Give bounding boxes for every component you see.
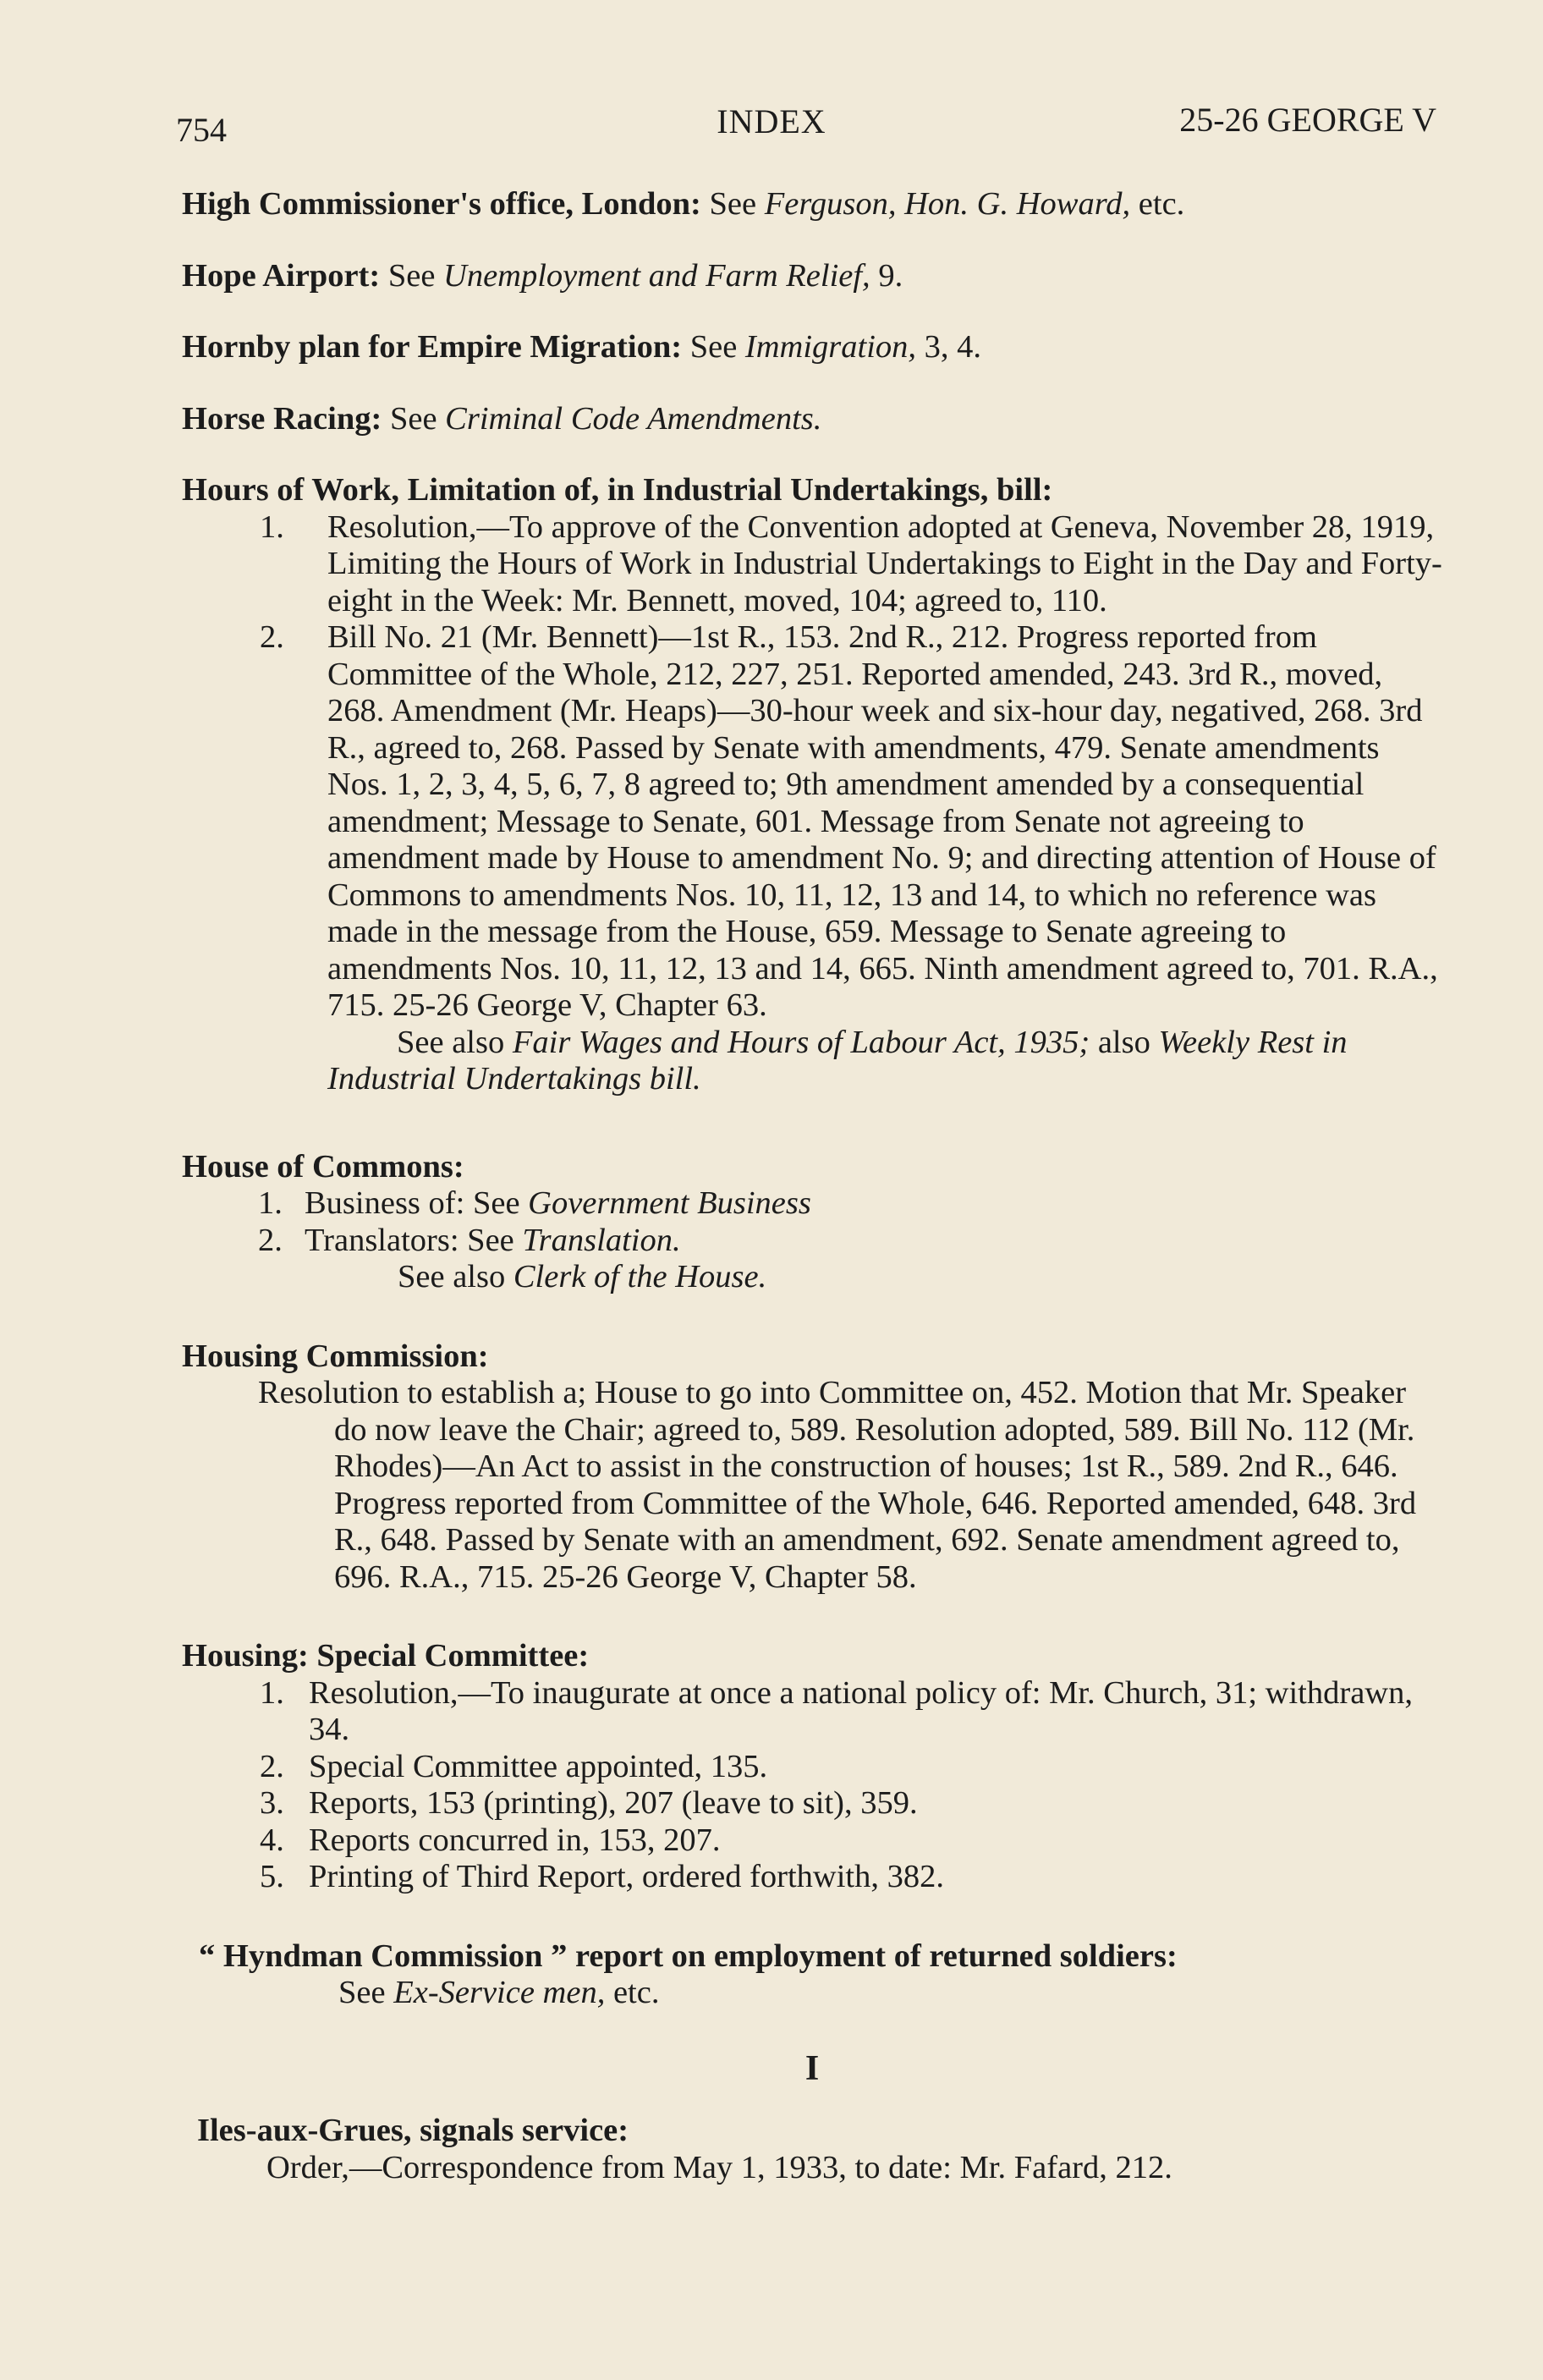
entry-see: See — [338, 1975, 386, 2010]
entry-heading: Iles-aux-Grues, signals service: — [197, 2113, 629, 2148]
index-entry-horse-racing — [182, 401, 1442, 438]
index-entry-hope-airport — [182, 258, 1442, 295]
see-also-line — [327, 1025, 1442, 1098]
item-number: 4. — [260, 1822, 284, 1858]
entry-ref-suffix: 9. — [878, 257, 903, 294]
index-entry-hyndman-commission — [182, 1938, 1442, 2012]
index-entry-high-commissioner — [182, 186, 1442, 223]
entry-ref-suffix: etc. — [1138, 186, 1185, 222]
entry-ref-suffix: etc. — [612, 1975, 660, 2010]
entry-text: Order,—Correspondence from May 1, 1933, to date: Mr. Fafard, 212. — [266, 2149, 1172, 2185]
entry-heading: Horse Racing: — [182, 400, 382, 437]
entry-see: See — [709, 186, 757, 222]
item-see: See — [472, 1185, 520, 1221]
item-text: Resolution,—To approve of the Convention adopted at Geneva, November 28, 1919, Limiting the Hours of Work in Industrial Undertakings to Eight in the Day and Forty-eight in the Week: Mr. Bennett, moved, 104; agreed to, 110. — [327, 508, 1442, 618]
entry-see: See — [387, 257, 436, 294]
see-also-ref: Clerk of the House. — [513, 1259, 767, 1294]
list-item — [182, 509, 1442, 620]
see-also-ref: Weekly Rest in Industrial Undertakings bill. — [327, 1024, 1348, 1097]
index-entry-house-of-commons — [182, 1149, 1442, 1296]
list-item — [182, 619, 1442, 1098]
see-also-ref: Fair Wages and Hours of Labour Act, 1935; — [512, 1024, 1090, 1060]
item-number: 3. — [260, 1785, 284, 1821]
item-label: Translators: — [305, 1222, 459, 1258]
page-number: 754 — [176, 111, 227, 149]
item-see: See — [467, 1222, 514, 1258]
index-entry-iles-aux-grues — [182, 2113, 1442, 2186]
volume-label: 25-26 GEORGE V — [1179, 101, 1436, 139]
entry-see: See — [389, 400, 437, 437]
entry-heading: Hope Airport: — [182, 257, 381, 294]
item-number: 1. — [258, 1185, 283, 1221]
list-item — [182, 1785, 1442, 1822]
entry-see-line — [182, 1975, 1442, 2012]
list-item — [182, 1185, 1442, 1223]
list-item — [182, 1675, 1442, 1749]
see-also-prefix: See also — [397, 1024, 505, 1060]
see-also-prefix: See also — [398, 1259, 506, 1294]
index-entry-hornby-plan — [182, 329, 1442, 366]
entry-ref: Criminal Code Amendments. — [445, 400, 822, 437]
entry-heading: Hours of Work, Limitation of, in Industrial Undertakings, bill: — [182, 472, 1053, 508]
item-label: Business of: — [305, 1185, 465, 1221]
item-number: 2. — [260, 1748, 284, 1784]
item-text: Reports, 153 (printing), 207 (leave to sit), 359. — [309, 1785, 918, 1821]
item-number: 2. — [260, 619, 284, 655]
entry-ref: Unemployment and Farm Relief, — [443, 257, 870, 294]
entry-heading: High Commissioner's office, London: — [182, 186, 701, 222]
index-entry-housing-commission — [182, 1338, 1442, 1597]
list-item — [182, 1822, 1442, 1860]
see-also-line — [182, 1259, 1442, 1296]
entry-heading: Housing Commission: — [182, 1338, 489, 1374]
item-text: Bill No. 21 (Mr. Bennett)—1st R., 153. 2nd R., 212. Progress reported from Committee of the Whole, 212, 227, 251. Reported amended, 243. 3rd R., moved, 268. Amendment (Mr. Heaps)—30-hour week and six-hour day, negatived, 268. 3rd R., agreed to, 268. Passed by Senate with amendments, 479. Senate amendments Nos. 1, 2, 3, 4, 5, 6, 7, 8 agreed to; 9th amendment amended by a consequential amendment; Message to Senate, 601. Message from Senate not agreeing to amendment made by House to amendment No. 9; and directing attention of House of Commons to amendments Nos. 10, 11, 12, 13 and 14, to which no reference was made in the message from the House, 659. Message to Senate agreeing to amendments Nos. 10, 11, 12, 13 and 14, 665. Ninth amendment agreed to, 701. R.A., 715. 25-26 George V, Chapter 63. — [327, 619, 1438, 1023]
entry-heading: Housing: Special Committee: — [182, 1638, 590, 1674]
item-number: 2. — [258, 1222, 283, 1258]
item-number: 1. — [260, 508, 284, 545]
page-title: INDEX — [717, 102, 826, 140]
section-letter: I — [804, 2048, 820, 2088]
item-text: Resolution,—To inaugurate at once a national policy of: Mr. Church, 31; withdrawn, 34. — [309, 1674, 1413, 1747]
item-ref: Translation. — [522, 1222, 681, 1258]
item-text: Reports concurred in, 153, 207. — [309, 1822, 721, 1858]
item-number: 5. — [260, 1859, 284, 1894]
entry-ref-suffix: 3, 4. — [924, 329, 982, 365]
list-item — [182, 1859, 1442, 1896]
see-also-mid: also — [1097, 1024, 1150, 1060]
list-item — [182, 1223, 1442, 1260]
entry-see: See — [689, 329, 738, 365]
entry-heading: Hornby plan for Empire Migration: — [182, 329, 683, 365]
item-text: Printing of Third Report, ordered forthwith, 382. — [309, 1859, 944, 1894]
entry-ref: Immigration, — [744, 329, 917, 365]
running-head — [0, 95, 1543, 149]
index-content — [182, 186, 1442, 2221]
index-entry-housing-special-committee — [182, 1638, 1442, 1896]
item-text: Special Committee appointed, 135. — [309, 1748, 768, 1784]
list-item — [182, 1749, 1442, 1786]
entry-heading: “ Hyndman Commission ” report on employment of returned soldiers: — [199, 1938, 1178, 1974]
entry-ref: Ferguson, Hon. G. Howard, — [764, 186, 1131, 222]
entry-text: Resolution to establish a; House to go into Committee on, 452. Motion that Mr. Speaker do now leave the Chair; agreed to, 589. Resolution adopted, 589. Bill No. 112 (Mr. Rhodes)—An Act to assist in the construction of houses; 1st R., 589. 2nd R., 646. Progress reported from Committee of the Whole, 646. Reported amended, 648. 3rd R., 648. Passed by Senate with an amendment, 692. Senate amendment agreed to, 696. R.A., 715. 25-26 George V, Chapter 58. — [258, 1375, 1417, 1595]
item-number: 1. — [260, 1674, 284, 1711]
item-ref: Government Business — [528, 1185, 811, 1221]
entry-ref: Ex-Service men, — [393, 1975, 606, 2010]
index-entry-hours-of-work — [182, 472, 1442, 1098]
entry-heading: House of Commons: — [182, 1148, 464, 1185]
